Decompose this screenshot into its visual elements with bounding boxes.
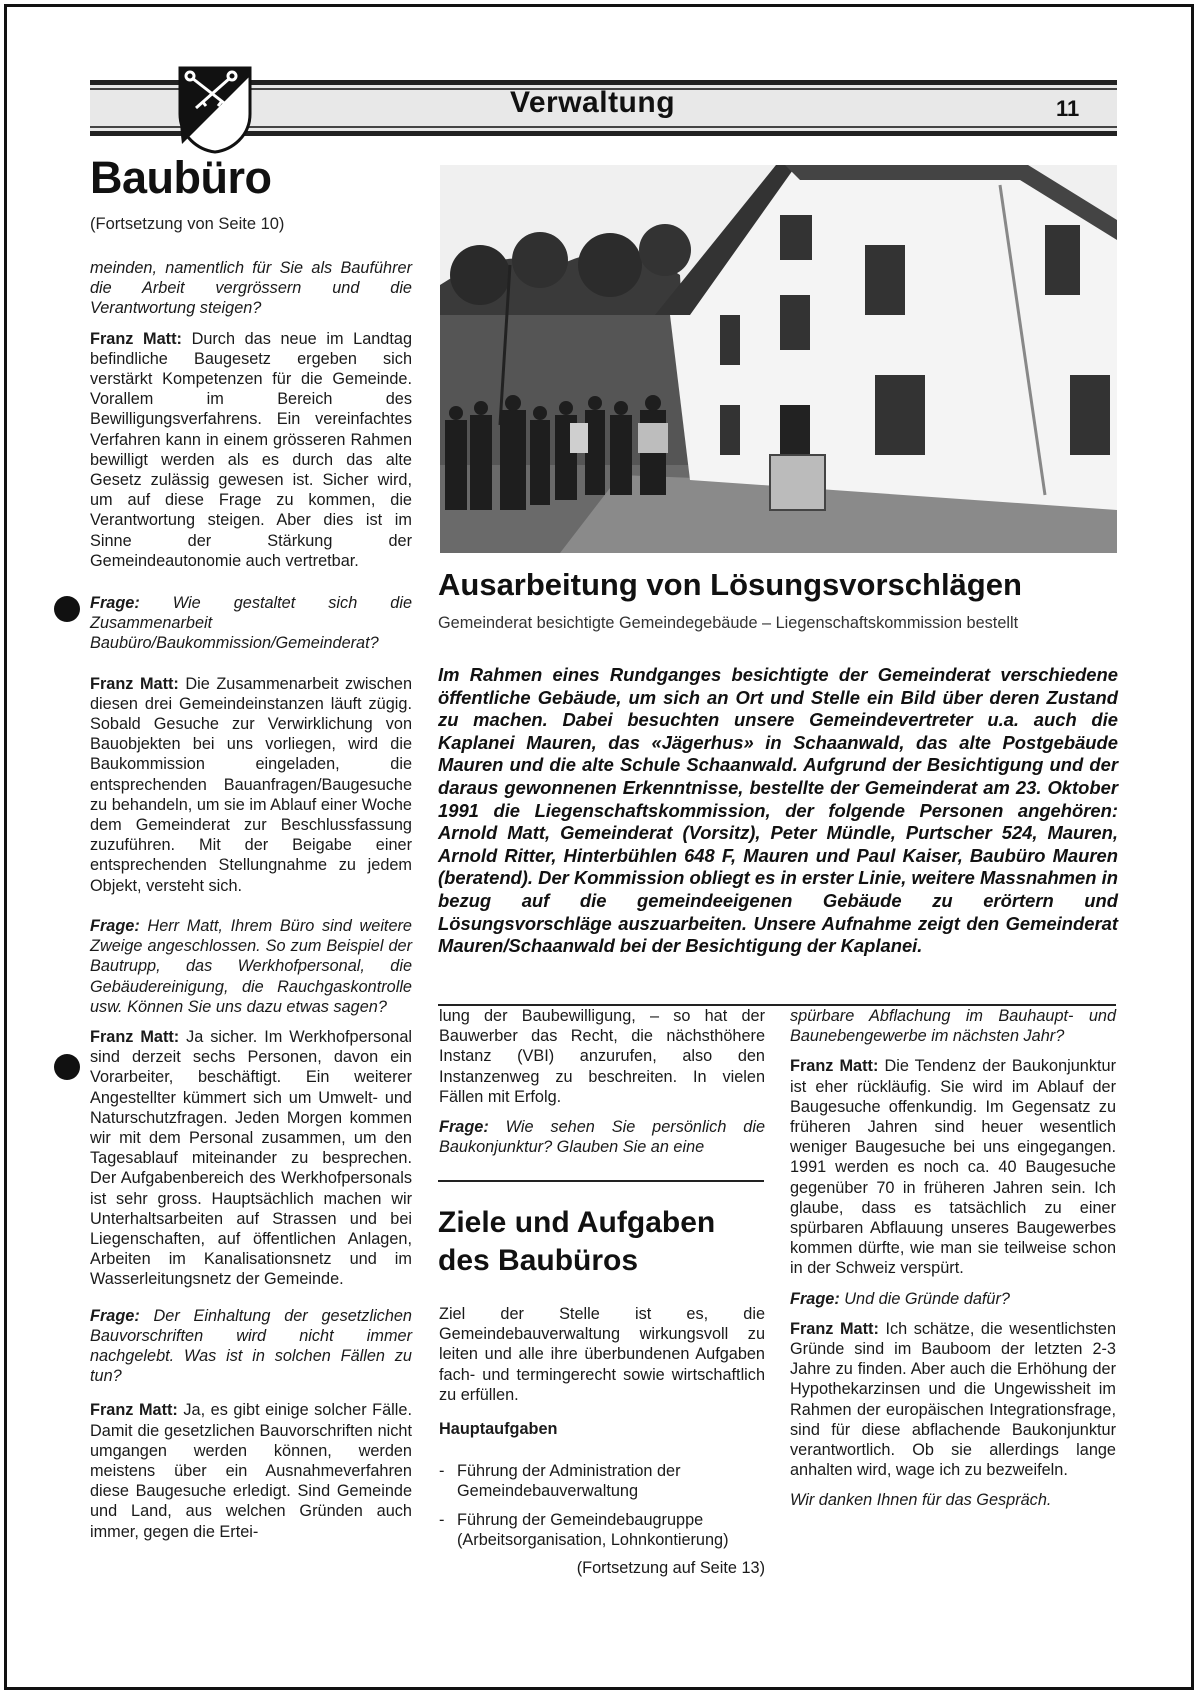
question-text: Wie sehen Sie persönlich die Baukonjunktur? Glauben Sie an eine — [439, 1118, 765, 1157]
closing-line: Wir danken Ihnen für das Gespräch. — [790, 1491, 1052, 1510]
answer-text: Ja sicher. Im Werkhofpersonal sind derzeit sechs Personen, davon ein Vorarbeiter, beschäftigt. Ein weiterer Angestellter kümmert sich um Umwelt- und Naturschutzfragen. Jeden Morgen kommen wir mit dem Personal zusammen, um den Tagesablauf miteinander zu besprechen. Der Aufgabenbereich des Werkhofpersonals ist sehr gross. Hauptsächlich machen wir Unterhaltsarbeiten auf Strassen und bei Liegenschaften, auf öffentlichen Anlagen, Arbeiten im Kanalisationsnetz und im Wasserleitungsnetz der Gemeinde. — [90, 1027, 412, 1289]
speaker-label: Franz Matt: — [90, 329, 182, 348]
goals-title: Ziele und Aufgaben des Baubüros — [438, 1206, 716, 1277]
answer-paragraph — [90, 674, 412, 896]
photo-farmhouse-icon — [440, 165, 1117, 553]
list-item: - Führung der Administration der Gemeindebauverwaltung — [439, 1461, 765, 1501]
feature-lead: Im Rahmen eines Rundganges besichtigte der Gemeinderat verschiedene öffentliche Gebäude, um sich an Ort und Stelle ein Bild über deren Zustand zu machen. Dabei besuchten unsere Gemeindevertreter u.a. auch die Kaplanei Mauren, das «Jägerhus» in Schaanwald, das alte Postgebäude Mauren und die alte Schule Schaanwald. Aufgrund der Besichtigung und der daraus gewonnenen Erkenntnisse, bestellte der Gemeinderat am 23. Oktober 1991 die Liegenschaftskommission, der folgende Personen angehören: Arnold Matt, Gemeinderat (Vorsitz), Peter Mündle, Purtscher 524, Mauren, Arnold Ritter, Hinterbühlen 648 F, Mauren und Paul Kaiser, Baubüro Mauren (beratend). Der Kommission obliegt es in erster Linie, weitere Massnahmen in bezug auf die gemeindeeigenen Gebäude zu erörtern und Lösungsvorschläge auszuarbeiten. Unsere Aufnahme zeigt den Gemeinderat Mauren/Schaanwald bei der Besichtigung der Kaplanei. — [438, 664, 1118, 957]
answer-paragraph — [90, 1027, 412, 1290]
column-left — [90, 258, 412, 1552]
question-paragraph — [439, 1117, 765, 1157]
question-paragraph — [90, 1306, 412, 1387]
question-label: Frage: — [439, 1118, 489, 1137]
question-text: Und die Gründe dafür? — [839, 1289, 1010, 1308]
answer-text: Ja, es gibt einige solcher Fälle. Damit die gesetzlichen Bauvorschriften nicht umgangen werden können, werden meistens über ein Ausnahmeverfahren diese Baugesuche erledigt. Sind Gemeinde und Land, aus welchen Gründen auch immer, gegen die Ertei- — [90, 1401, 412, 1541]
answer-text: Ich schätze, die wesentlichsten Gründe sind im Bauboom der letzten 2-3 Jahre zu finden. Aber auch die Erhöhung der Hypothekarzinsen und die Ungewissheit im Rahmen der europäischen Integrationsfrage, sind für diese abflachende Baukonjunktur verantwortlich. Ob sie allerdings lange anhalten wird, wage ich zu bezweifeln. — [790, 1319, 1117, 1480]
question-label: Frage: — [90, 1306, 140, 1325]
question-paragraph — [790, 1289, 1116, 1309]
answer-paragraph — [90, 329, 412, 571]
tasks-heading — [439, 1419, 765, 1439]
coat-of-arms-icon — [178, 66, 252, 154]
answer-text: Die Zusammenarbeit zwischen diesen drei Gemeindeinstanzen läuft zügig. Sobald Gesuche zur Verwirklichung von Bauobjekten bei uns vorliegen, wird die Baukommission eingeladen, die entsprechenden Bauanfragen/Baugesuche zu behandeln, um sie im Ablauf einer Woche dem Gemeinderat zur Beschlussfassung zuzuführen. Mit der Beigabe einer entsprechenden Stellungnahme zu jedem Objekt, versteht sich. — [90, 674, 412, 895]
answer-paragraph — [790, 1319, 1116, 1481]
question-label: Frage: — [90, 916, 140, 935]
punch-hole-mark — [54, 1054, 80, 1080]
feature-title: Ausarbeitung von Lösungsvorschlägen — [438, 567, 1022, 602]
tasks-heading-text: Hauptaufgaben — [439, 1420, 558, 1439]
question-paragraph — [90, 593, 412, 654]
question-text: Der Einhaltung der gesetzlichen Bauvorschriften wird nicht immer nachgelebt. Was ist in solchen Fällen zu tun? — [90, 1306, 412, 1386]
punch-hole-mark — [54, 596, 80, 622]
goals-block — [439, 1304, 765, 1588]
speaker-label: Franz Matt: — [790, 1319, 879, 1338]
question-label: Frage: — [790, 1289, 840, 1308]
paragraph: lung der Baubewilligung, – so hat der Bauwerber das Recht, die nächsthöhere Instanz (VBI) anzurufen, also den Instanzenweg zu beschreiten. In vielen Fällen mit Erfolg. — [439, 1007, 765, 1106]
page-number: 11 — [1056, 96, 1080, 121]
column-right — [790, 1006, 1116, 1521]
speaker-label: Franz Matt: — [90, 1401, 178, 1420]
speaker-label: Franz Matt: — [90, 1027, 180, 1046]
answer-paragraph — [90, 1400, 412, 1541]
list-item: - Führung der Gemeindebaugruppe (Arbeitsorganisation, Lohnkontierung) — [439, 1510, 765, 1550]
question-text: Wie gestaltet sich die Zusammenarbeit Baubüro/Baukommission/Gemeinderat? — [90, 594, 412, 653]
article-title: Baubüro — [90, 152, 272, 203]
speaker-label: Franz Matt: — [90, 674, 179, 693]
answer-paragraph — [790, 1056, 1116, 1278]
question-paragraph — [90, 916, 412, 1017]
speaker-label: Franz Matt: — [790, 1057, 879, 1076]
answer-text: Die Tendenz der Baukonjunktur ist eher rückläufig. Sie wird im Ablauf der Baugesuche offenkundig. Im Gegensatz zu früheren Jahren sind heuer wesentlich weniger Baugesuche bei uns eingegangen. 1991 werden es noch ca. 40 Baugesuche gegenüber 70 in früheren Jahren sein. Ich glaube, dass es tatsächlich zu einer spürbaren Abflauung unseres Baugewerbes kommen dürfte, wie man sie teilweise schon in der Schweiz verspürt. — [790, 1057, 1117, 1278]
column-middle — [439, 1006, 765, 1167]
question-text: Herr Matt, Ihrem Büro sind weitere Zweige angeschlossen. So zum Beispiel der Bautrupp, das Werkhofpersonal, die Gebäudereinigung, die Rauchgaskontrolle usw. Können Sie uns dazu etwas sagen? — [90, 916, 412, 1016]
tasks-list — [439, 1461, 765, 1550]
continuation-note: (Fortsetzung von Seite 10) — [90, 215, 285, 233]
continued-note: (Fortsetzung auf Seite 13) — [576, 1559, 765, 1578]
answer-text: Durch das neue im Landtag befindliche Baugesetz ergeben sich verstärkt Kompetenzen für die Gemeinde. Vorallem im Bereich des Bewilligungsverfahrens. Ein vereinfachtes Verfahren kann in einem grösseren Rahmen bewilligt werden als es durch das alte Gesetz zulässig gewesen ist. Sicher wird, um auf diese Frage zu kommen, die Verantwortung steigen. Aber dies ist im Sinne der Stärkung der Gemeindeautonomie auch vertretbar. — [90, 329, 412, 570]
paragraph: spürbare Abflachung im Bauhaupt- und Baunebengewerbe im nächsten Jahr? — [790, 1007, 1116, 1046]
paragraph: meinden, namentlich für Sie als Bauführer die Arbeit vergrössern und die Verantwortung steigen? — [90, 259, 412, 318]
goals-intro: Ziel der Stelle ist es, die Gemeindebauverwaltung wirkungsvoll zu leiten und alle ihre überbundenen Aufgaben fach- und termingerecht sowie wirtschaftlich zu erfüllen. — [439, 1305, 765, 1404]
divider — [438, 1180, 764, 1182]
question-label: Frage: — [90, 594, 140, 613]
feature-subtitle: Gemeinderat besichtigte Gemeindegebäude – Liegenschaftskommission bestellt — [438, 614, 1019, 632]
section-title: Verwaltung — [510, 86, 676, 119]
